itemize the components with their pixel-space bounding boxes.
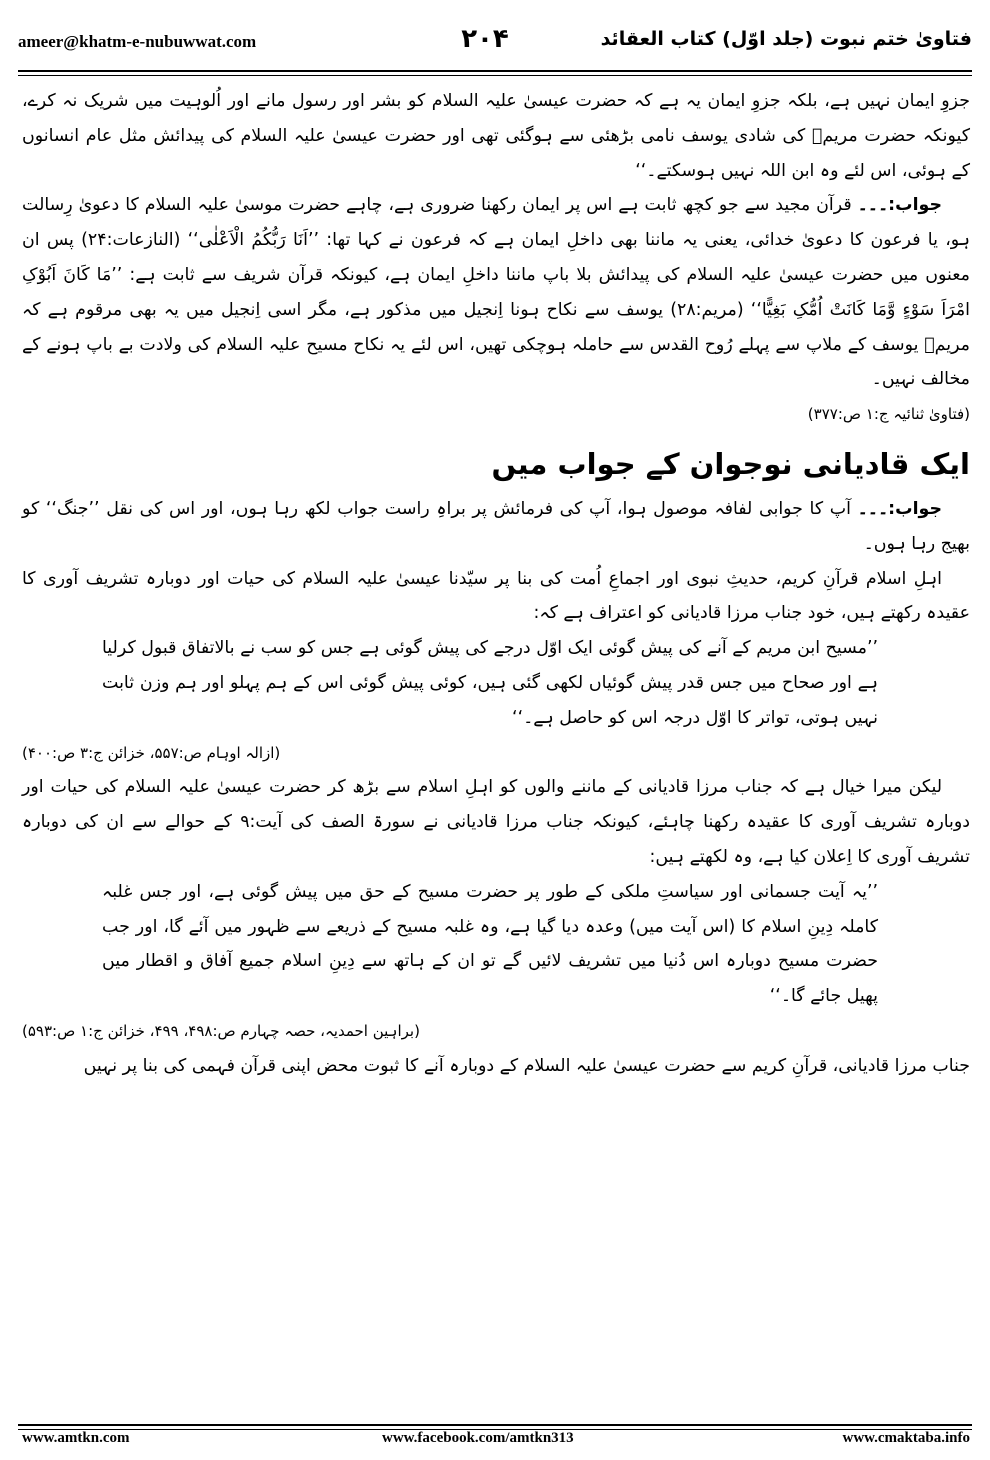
footer-link-cmaktaba[interactable]: www.cmaktaba.info bbox=[842, 1430, 970, 1446]
quotation-1-reference: (ازالہ اوہام ص:۵۵۷، خزائن ج:۳ ص:۴۰۰) bbox=[22, 743, 281, 762]
page-footer bbox=[22, 1430, 970, 1454]
footer-link-facebook[interactable]: www.facebook.com/amtkn313 bbox=[382, 1430, 574, 1446]
footer-link-amtkn[interactable]: www.amtkn.com bbox=[22, 1430, 130, 1446]
paragraph-3-text: آپ کا جوابی لفافہ موصول ہوا، آپ کی فرمائش پر براہِ راست جواب لکھ رہا ہوں، اور اس کی نقل ’’جنگ‘‘ کو بھیج رہا ہوں۔ bbox=[22, 498, 970, 554]
page-header bbox=[18, 22, 972, 66]
paragraph-1: جزوِ ایمان نہیں ہے، بلکہ جزوِ ایمان یہ ہے کہ حضرت عیسیٰ علیہ السلام کو بشر اور رسول مانے اور اُلوہیت میں شریک نہ کرے، کیونکہ حضرت مریمؓ کی شادی یوسف نامی بڑھئی سے ہوگئی تھی اور حضرت عیسیٰ علیہ السلام کی پیدائش مثل عام انسانوں کے ہوئی، اس لئے وہ ابن اللہ نہیں ہوسکتے۔‘‘ bbox=[22, 91, 970, 181]
source-citation: (فتاویٰ ثنائیہ ج:۱ ص:۳۷۷) bbox=[807, 405, 970, 424]
answer-label: جواب:۔۔۔ bbox=[857, 498, 942, 519]
book-title: فتاویٰ ختم نبوت (جلد اوّل) کتاب العقائد bbox=[600, 28, 972, 50]
paragraph-2-text: قرآن مجید سے جو کچھ ثابت ہے اس پر ایمان رکھنا ضروری ہے، چاہے حضرت موسیٰ علیہ السلام کا دعویٰ رِسالت ہو، یا فرعون کا دعویٰ خدائی، یعنی یہ ماننا بھی داخلِ ایمان ہے کہ فرعون نے کہا تھا: ’’اَنَا رَبُّکُمُ الْاَعْلٰی‘‘ (النازعات:۲۴) پس ان معنوں میں حضرت عیسیٰ علیہ السلام کی پیدائش بلا باپ ماننا داخلِ ایمان ہے، کیونکہ قرآن شریف سے ثابت ہے: ’’مَا کَانَ اَبُوْکِ امْرَاَ سَوْءٍ وَّمَا کَانَتْ اُمُّکِ بَغِیًّا‘‘ (مریم:۲۸) یوسف سے نکاح ہونا اِنجیل میں مذکور ہے، مگر اسی اِنجیل میں یہ بھی مرقوم ہے کہ مریمؓ یوسف کے ملاپ سے پہلے رُوح القدس سے حاملہ ہوچکی تھیں، اس لئے یہ نکاح مسیح علیہ السلام کی ولادت بے باپ ہونے کے مخالف نہیں۔ bbox=[22, 195, 970, 390]
page-number: ۲۰۴ bbox=[461, 24, 509, 54]
paragraph-2 bbox=[22, 188, 970, 397]
header-email[interactable]: ameer@khatm-e-nubuwwat.com bbox=[18, 32, 257, 51]
answer-label: جواب:۔۔۔ bbox=[857, 195, 942, 216]
quotation-2: ’’یہ آیت جسمانی اور سیاستِ ملکی کے طور پر حضرت مسیح کے حق میں پیش گوئی ہے، اور جس غلبہ کاملہ دِینِ اسلام کا (اس آیت میں) وعدہ دیا گیا ہے، وہ غلبہ مسیح کے ذریعے سے ظہور میں آئے گا، اور جب حضرت مسیح دوبارہ اس دُنیا میں تشریف لائیں گے تو ان کے ہاتھ سے دِینِ اسلام جمیع آفاق و اقطار میں پھیل جائے گا۔‘‘ bbox=[102, 881, 878, 1007]
section-heading: ایک قادیانی نوجوان کے جواب میں bbox=[491, 446, 970, 481]
paragraph-4: اہلِ اسلام قرآنِ کریم، حدیثِ نبوی اور اجماعِ اُمت کی بنا پر سیّدنا عیسیٰ علیہ السلام کی حیات اور دوبارہ تشریف آوری کا عقیدہ رکھتے ہیں، خود جناب مرزا قادیانی کو اعتراف ہے کہ: bbox=[22, 568, 970, 624]
paragraph-3 bbox=[22, 492, 970, 562]
paragraph-6: جناب مرزا قادیانی، قرآنِ کریم سے حضرت عیسیٰ علیہ السلام کے دوبارہ آنے کا ثبوت محض اپنی قرآن فہمی کی بنا پر نہیں bbox=[83, 1055, 970, 1076]
paragraph-5: لیکن میرا خیال ہے کہ جناب مرزا قادیانی کے ماننے والوں کو اہلِ اسلام سے بڑھ کر حضرت عیسیٰ علیہ السلام کی حیات اور دوبارہ تشریف آوری کا عقیدہ رکھنا چاہئے، کیونکہ جناب مرزا قادیانی نے سورۃ الصف کی آیت:۹ کے حوالے سے ان کی دوبارہ تشریف آوری کا اِعلان کیا ہے، وہ لکھتے ہیں: bbox=[22, 777, 970, 867]
header-divider bbox=[18, 70, 972, 76]
page-content bbox=[22, 84, 970, 1084]
quotation-1: ’’مسیح ابن مریم کے آنے کی پیش گوئی ایک اوّل درجے کی پیش گوئی ہے جس کو سب نے بالاتفاق قبول کرلیا ہے اور صحاح میں جس قدر پیش گوئیاں لکھی گئی ہیں، کوئی پیش گوئی اس کے ہم پہلو اور ہم وزن ثابت نہیں ہوتی، تواتر کا اوّل درجہ اس کو حاصل ہے۔‘‘ bbox=[102, 638, 878, 728]
quotation-2-reference: (براہین احمدیہ، حصہ چہارم ص:۴۹۸، ۴۹۹، خزائن ج:۱ ص:۵۹۳) bbox=[22, 1021, 420, 1040]
